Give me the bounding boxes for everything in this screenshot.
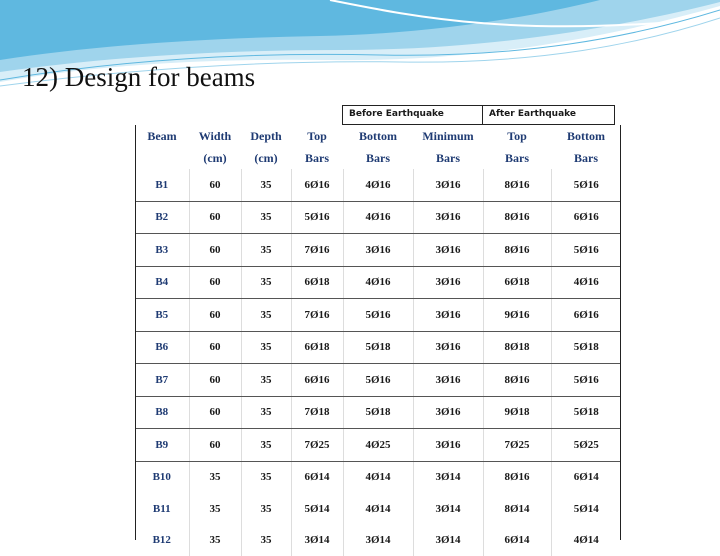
table-cell: B5 — [135, 299, 189, 332]
table-cell: 5Ø16 — [291, 201, 343, 234]
col-header-top-before: Top — [291, 125, 343, 147]
table-cell: 6Ø14 — [291, 461, 343, 493]
table-cell: 5Ø16 — [343, 299, 413, 332]
table-cell: 6Ø14 — [483, 525, 551, 556]
table-cell: 8Ø18 — [483, 331, 551, 364]
table-cell: B6 — [135, 331, 189, 364]
table-cell: 35 — [189, 461, 241, 493]
col-header-bottom-before: Bottom — [343, 125, 413, 147]
col-header-beam: Beam — [135, 125, 189, 147]
table-cell: 7Ø16 — [291, 234, 343, 267]
col-header-width: Width — [189, 125, 241, 147]
table-cell: 5Ø16 — [343, 364, 413, 397]
table-cell: 4Ø16 — [551, 266, 621, 299]
table-cell: 5Ø18 — [343, 331, 413, 364]
table-cell: 4Ø25 — [343, 429, 413, 462]
table-cell: 35 — [241, 331, 291, 364]
slide-title: 12) Design for beams — [22, 62, 255, 93]
table-cell: 5Ø18 — [551, 396, 621, 429]
col-subheader-width: (cm) — [189, 147, 241, 169]
table-cell: 7Ø16 — [291, 299, 343, 332]
table-row — [135, 429, 621, 462]
table-cell: 4Ø16 — [343, 169, 413, 201]
table-cell: 35 — [189, 493, 241, 525]
table-cell: 3Ø14 — [413, 493, 483, 525]
table-cell: 60 — [189, 266, 241, 299]
table-row — [135, 169, 621, 201]
table-cell: 3Ø16 — [413, 201, 483, 234]
table-cell: B7 — [135, 364, 189, 397]
table-cell: 6Ø16 — [291, 364, 343, 397]
table-cell: 60 — [189, 364, 241, 397]
table-cell: 60 — [189, 169, 241, 201]
table-cell: 35 — [241, 364, 291, 397]
table-cell: 35 — [241, 525, 291, 556]
table-cell: 6Ø14 — [551, 461, 621, 493]
table-cell: 3Ø16 — [413, 429, 483, 462]
table-cell: 8Ø16 — [483, 364, 551, 397]
table-cell: 3Ø14 — [413, 525, 483, 556]
table-row — [135, 461, 621, 493]
table-cell: 7Ø18 — [291, 396, 343, 429]
table-cell: 9Ø16 — [483, 299, 551, 332]
table-row — [135, 396, 621, 429]
table-cell: 8Ø16 — [483, 461, 551, 493]
table-cell: 35 — [241, 461, 291, 493]
table-cell: 3Ø14 — [343, 525, 413, 556]
table-cell: B3 — [135, 234, 189, 267]
group-header-after: After Earthquake — [482, 105, 615, 125]
table-cell: 35 — [241, 234, 291, 267]
table-cell: 60 — [189, 234, 241, 267]
table-cell: B12 — [135, 525, 189, 556]
table-cell: 4Ø14 — [551, 525, 621, 556]
col-header-top-after: Top — [483, 125, 551, 147]
table-cell: 5Ø14 — [291, 493, 343, 525]
table-cell: 7Ø25 — [483, 429, 551, 462]
table-cell: B10 — [135, 461, 189, 493]
table-cell: 3Ø16 — [413, 169, 483, 201]
header-row-1 — [135, 125, 621, 147]
table-cell: 60 — [189, 201, 241, 234]
table-cell: 4Ø16 — [343, 201, 413, 234]
table-cell: 5Ø18 — [343, 396, 413, 429]
table-cell: 3Ø16 — [413, 299, 483, 332]
table-cell: 5Ø16 — [551, 234, 621, 267]
table-cell: 60 — [189, 396, 241, 429]
table-cell: 4Ø14 — [343, 461, 413, 493]
table-cell: B1 — [135, 169, 189, 201]
table-cell: B9 — [135, 429, 189, 462]
col-subheader-depth: (cm) — [241, 147, 291, 169]
table-cell: 3Ø16 — [413, 331, 483, 364]
table-cell: 3Ø16 — [413, 234, 483, 267]
table-cell: B8 — [135, 396, 189, 429]
table-cell: B2 — [135, 201, 189, 234]
table-cell: 6Ø18 — [483, 266, 551, 299]
col-header-minimum: Minimum — [413, 125, 483, 147]
table-cell: 3Ø16 — [413, 266, 483, 299]
table-row — [135, 234, 621, 267]
group-header-before: Before Earthquake — [342, 105, 483, 125]
col-header-bottom-after: Bottom — [551, 125, 621, 147]
table-cell: 35 — [189, 525, 241, 556]
table-cell: 8Ø16 — [483, 201, 551, 234]
table-cell: 4Ø14 — [343, 493, 413, 525]
table-cell: 9Ø18 — [483, 396, 551, 429]
table-cell: 3Ø14 — [291, 525, 343, 556]
table-row — [135, 493, 621, 525]
table-cell: 5Ø14 — [551, 493, 621, 525]
table-cell: 7Ø25 — [291, 429, 343, 462]
table-row — [135, 364, 621, 397]
table-cell: 5Ø25 — [551, 429, 621, 462]
table-cell: 5Ø16 — [551, 169, 621, 201]
col-subheader-bottom-after: Bars — [551, 147, 621, 169]
table-cell: 35 — [241, 429, 291, 462]
table-cell: 35 — [241, 169, 291, 201]
table-cell: 60 — [189, 331, 241, 364]
table-frame-right — [620, 125, 621, 540]
table-row — [135, 266, 621, 299]
table-cell: 6Ø16 — [291, 169, 343, 201]
table-cell: 3Ø14 — [413, 461, 483, 493]
table-cell: 5Ø18 — [551, 331, 621, 364]
table-cell: 3Ø16 — [413, 396, 483, 429]
col-subheader-top-before: Bars — [291, 147, 343, 169]
table-cell: B11 — [135, 493, 189, 525]
table-row — [135, 299, 621, 332]
table-cell: 6Ø18 — [291, 331, 343, 364]
table-row — [135, 331, 621, 364]
table-cell: 60 — [189, 299, 241, 332]
group-header-row — [342, 105, 615, 125]
col-subheader-bottom-before: Bars — [343, 147, 413, 169]
col-header-depth: Depth — [241, 125, 291, 147]
table-cell: 6Ø16 — [551, 299, 621, 332]
table-cell: 8Ø16 — [483, 169, 551, 201]
col-subheader-top-after: Bars — [483, 147, 551, 169]
table-cell: 8Ø14 — [483, 493, 551, 525]
table-cell: 35 — [241, 299, 291, 332]
table-row — [135, 525, 621, 556]
header-row-2 — [135, 147, 621, 169]
table-cell: 6Ø16 — [551, 201, 621, 234]
table-cell: 3Ø16 — [343, 234, 413, 267]
table-row — [135, 201, 621, 234]
table-cell: 35 — [241, 493, 291, 525]
table-cell: 3Ø16 — [413, 364, 483, 397]
table-cell: B4 — [135, 266, 189, 299]
col-subheader-beam — [135, 147, 189, 169]
table-cell: 60 — [189, 429, 241, 462]
table-cell: 5Ø16 — [551, 364, 621, 397]
table-cell: 8Ø16 — [483, 234, 551, 267]
table-cell: 35 — [241, 266, 291, 299]
table-cell: 35 — [241, 396, 291, 429]
table-frame-left — [135, 125, 136, 540]
table-cell: 6Ø18 — [291, 266, 343, 299]
beam-design-table — [135, 125, 621, 556]
table-cell: 35 — [241, 201, 291, 234]
table-cell: 4Ø16 — [343, 266, 413, 299]
col-subheader-minimum: Bars — [413, 147, 483, 169]
